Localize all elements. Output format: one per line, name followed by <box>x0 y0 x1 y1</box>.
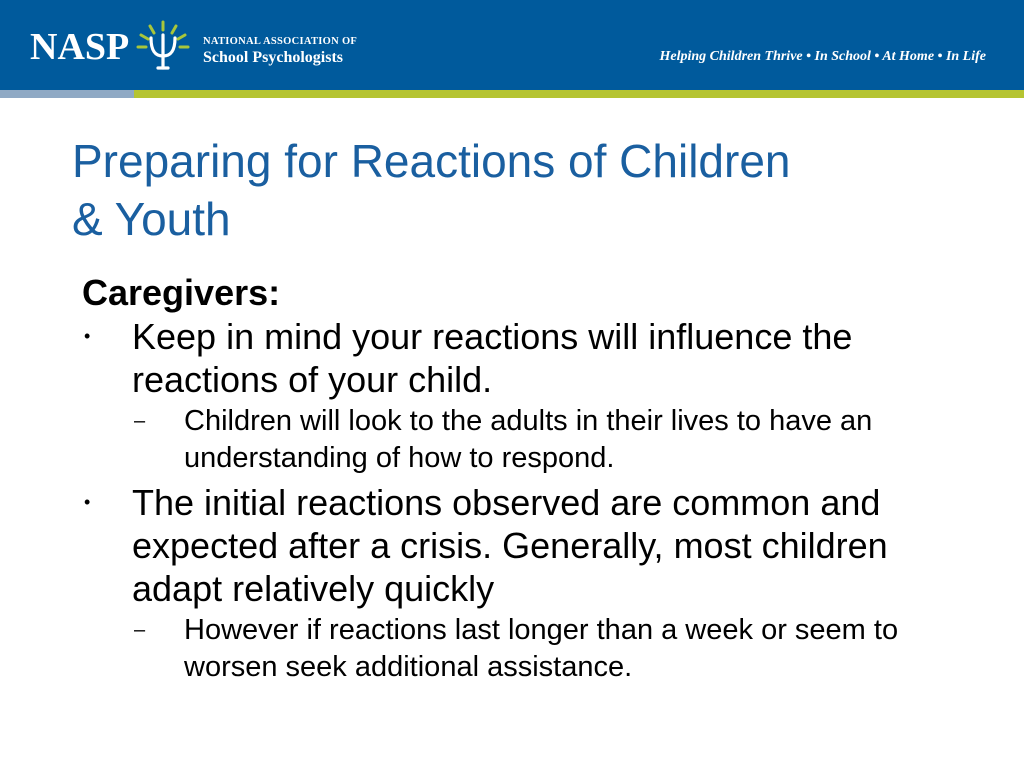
org-name-line-1: NATIONAL ASSOCIATION OF <box>203 36 358 47</box>
slide-title-line-2: & Youth <box>72 193 231 245</box>
sub-bullet-text: Children will look to the adults in their lives to have an understanding of how to respond. <box>184 405 873 474</box>
header-accent-stripe-left <box>0 90 134 98</box>
bullet-text: The initial reactions observed are common and expected after a crisis. Generally, most children adapt relatively quickly <box>132 482 888 609</box>
bullet-item <box>82 315 962 401</box>
bullet-item <box>82 481 962 610</box>
sub-bullet-marker: – <box>134 410 146 432</box>
sub-bullet-item <box>82 403 962 477</box>
sub-bullet-item <box>82 612 962 686</box>
sub-bullet-text: However if reactions last longer than a week or seem to worsen seek additional assistance. <box>184 614 899 683</box>
nasp-logo-text: NASP <box>30 26 130 68</box>
org-name-line-2: School Psychologists <box>203 49 344 66</box>
slide-title <box>72 132 972 248</box>
slide-body <box>82 271 962 690</box>
bullet-marker: • <box>84 492 91 512</box>
subheading-caregivers: Caregivers: <box>82 272 281 313</box>
sub-bullet-marker: – <box>134 619 146 641</box>
bullet-marker: • <box>84 326 91 346</box>
header-accent-stripe <box>0 90 1024 98</box>
psi-sunburst-icon <box>134 18 192 74</box>
tagline: Helping Children Thrive • In School • At Home • In Life <box>659 49 986 64</box>
header-banner <box>0 0 1024 90</box>
bullet-text: Keep in mind your reactions will influence the reactions of your child. <box>132 316 853 400</box>
slide-title-line-1: Preparing for Reactions of Children <box>72 135 791 187</box>
